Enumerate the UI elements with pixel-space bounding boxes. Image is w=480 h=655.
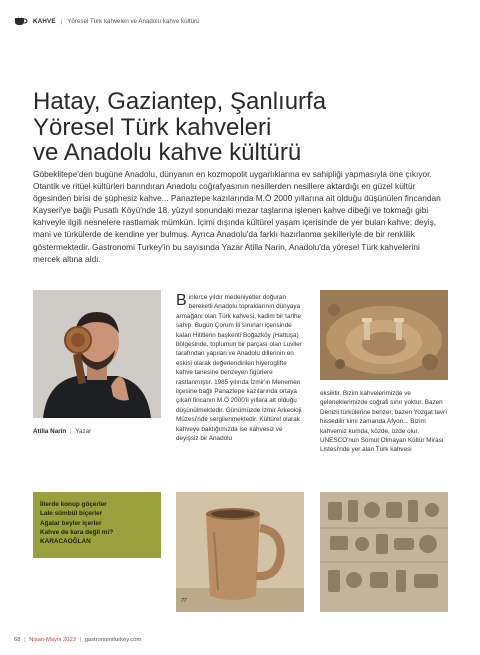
body-column-middle [176, 293, 304, 444]
poem-line: Kahve de kara değil mi? [40, 528, 114, 536]
author-caption [33, 428, 91, 435]
ruins-illustration [320, 290, 448, 380]
article-title [33, 88, 453, 165]
header-subtitle: Yöresel Türk kahveleri ve Anadolu kahve kültürü [67, 17, 200, 25]
caption-separator: | [70, 428, 72, 435]
poem-line: İllerde konup göçerler [40, 501, 107, 508]
running-header [14, 16, 200, 26]
poem-author: KARACAOĞLAN [40, 538, 91, 546]
page-footer [14, 637, 141, 643]
title-line-3: ve Anadolu kahve kültürü [33, 139, 302, 166]
article-intro: Göbeklitepe'den bugüne Anadolu, dünyanın en kozmopolit uygarlıklarına ev sahipliği yapmasıyla öne çıkıyor. Otantik ve ritüel kültürleri barındıran Anadolu coğrafyasının nesillerden nesillere aktardığı en güzel kültür ögesinden birisi de şüphesiz kahve... Panaztepe kazılarında M.Ö 2000 yıllarına ait olduğu düşünülen fincandan Kayseri'ye bağlı Pusatlı Köyü'nde 18. yüzyıl sonundaki mezar taşlarına işlenen kahve dibeği ve tokmağı gibi kahveyle ilgili nesnelere rastlamak mümkün. İçimi dışında kültürel yaşam içerisinde de yer bulan kahve; deyiş, mani ve türkülerde de kendine yer bulmuş. Ayrıca Anadolu'da farklı hazırlanma şekilleriyle de bir renklilik göstermektedir. Gastronomi Turkey'in bu sayısında Yazar Atilla Narin, Anadolu'da yöresel Türk kahvelerini mercek altına aldı. [33, 169, 441, 264]
archaeological-site-photo [320, 290, 448, 380]
poem-line: Ağalar beyler içerler [40, 519, 102, 527]
body-column-right: eksiktir. Bizim kahvelerimizde ve geleneklerimizde coğrafi sınır yoktur. Bazen Denizli türkülerine benzer, bazen Yozgat tavrı hissedilir kimi zamanda Afyon... Bizim kahvemiz kumda, közde, özde olur. UNESCO'nun Somut Olmayan Kültür Mirası Listesi'nde yer alan Türk kahvesi [320, 390, 447, 454]
title-line-1: Hatay, Gaziantep, Şanlıurfa [33, 88, 327, 115]
cup-label: 77 [181, 598, 187, 604]
footer-separator: | [24, 637, 26, 643]
section-label: KAHVE [33, 17, 56, 25]
cup-illustration [176, 492, 304, 612]
header-separator: | [60, 17, 63, 25]
author-role: Yazar [75, 428, 92, 435]
issue-date: Nisan-Mayıs 2023 [29, 637, 76, 643]
author-photo [33, 290, 161, 418]
website-link: gastronomiturkey.com [84, 637, 142, 643]
author-photo-illustration [33, 290, 161, 418]
footer-separator: | [79, 637, 82, 643]
drop-cap: B [176, 292, 187, 309]
coffee-cup-icon [14, 16, 28, 26]
hieroglyph-tablet-photo [320, 492, 448, 612]
ancient-cup-photo [176, 492, 304, 612]
body-middle-text: inlerce yıldır medeniyetler doğuran bereketli Anadolu topraklarının dünyaya armağanı olan Türk kahvesi, kadim bir tarihe sahip. Bugün Çorum İli sınırları içerisinde kalan Hititlerin başkenti Boğazköy (Hattuşa) bölgesinde, toplumun bir parçası olan Luviler tarafından yapılan ve Anadolu dillerinin en eskisi olarak değerlendirilen hiyeroglifte kahve tanesine benzeyen figürlere rastlanmıştır. 1985 yılında İzmir'in Menemen ilçesine bağlı Panaztepe kazılarında ortaya çıkan fincanın M.Ö 2000'li yıllara ait olduğu düşünülmektedir. Günümüzde İzmir Arkeoloji Müzesi'nde sergilenmektedir. Kültürel olarak kahveye baktığımızda ise kahvesiz ve deyişsiz bir Anadolu [176, 294, 302, 443]
poem-box [33, 492, 161, 558]
page-number: 68 [14, 637, 21, 643]
hieroglyph-illustration [320, 492, 448, 612]
title-line-2: Yöresel Türk kahveleri [33, 114, 272, 141]
poem-line: Lale sümbül biçerler [40, 510, 103, 518]
author-name: Atilla Narin [33, 428, 67, 435]
